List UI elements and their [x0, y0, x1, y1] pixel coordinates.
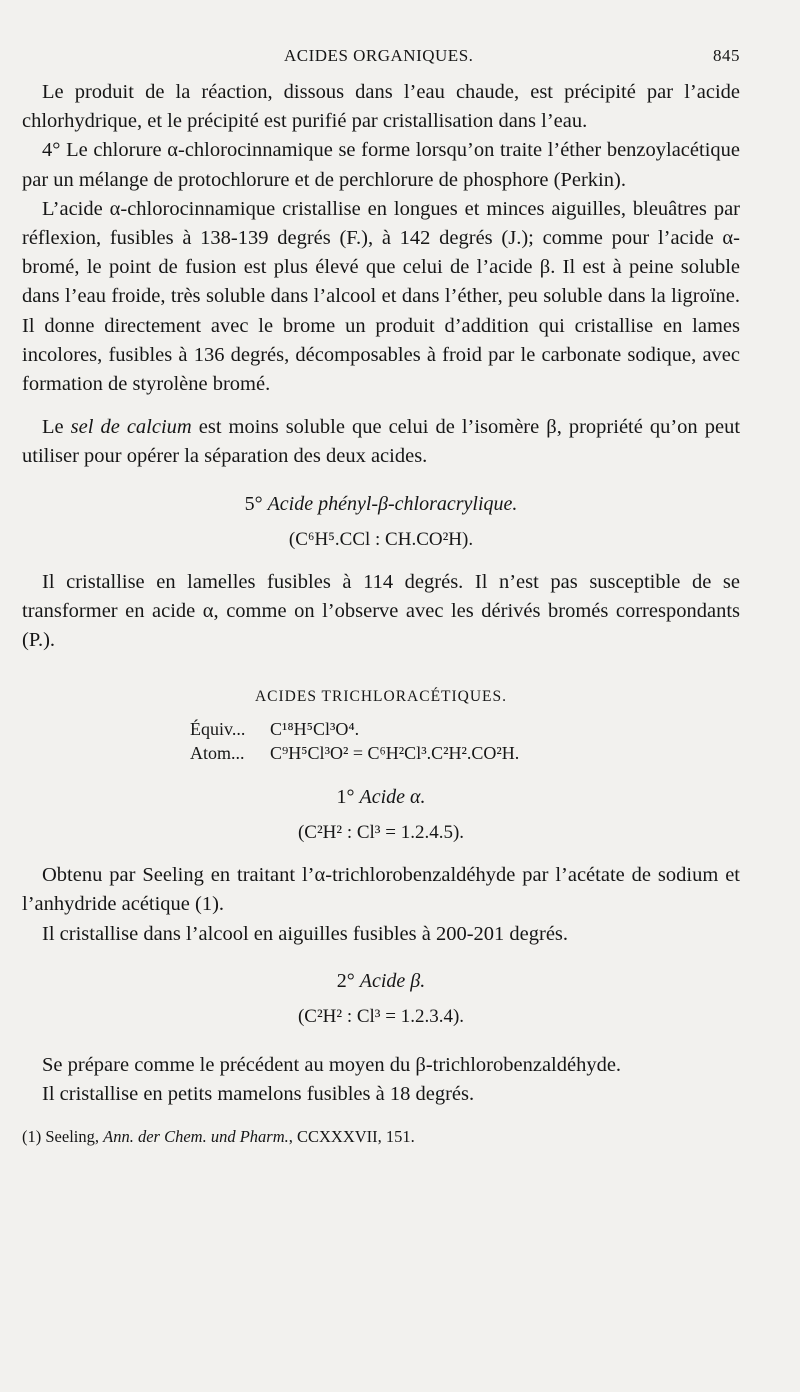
acid-beta-formula: (C²H² : Cl³ = 1.2.3.4).	[297, 1006, 465, 1028]
atom-value: C⁹H⁵Cl³O² = C⁶H²Cl³.C²H².CO²H.	[270, 742, 520, 763]
acid-alpha-formula: (C²H² : Cl³ = 1.2.4.5).	[297, 822, 465, 844]
text-segment: Le	[42, 416, 71, 439]
italic-term: sel de calcium	[70, 416, 192, 439]
section-number: 2°	[336, 969, 355, 992]
atom-label: Atom...	[190, 742, 245, 763]
atom-row	[190, 741, 740, 765]
equivalent-formulas	[190, 717, 740, 765]
footnote-ref: , CCXXXVII, 151.	[288, 1126, 415, 1146]
paragraph-obtenu-seeling: Obtenu par Seeling en traitant l’α-trichlorobenzaldéhyde par l’acétate de sodium et l’anhydride acétique (1).	[22, 864, 740, 916]
footnote-author: Seeling,	[45, 1126, 104, 1146]
acid-alpha-heading	[22, 783, 740, 812]
footnote-journal: Ann. der Chem. und Pharm.	[103, 1126, 289, 1146]
footnote	[22, 1122, 740, 1151]
page-number: 845	[713, 46, 740, 65]
section-title: Acide β.	[359, 969, 426, 992]
section-5-heading	[22, 490, 740, 519]
equiv-row	[190, 717, 740, 741]
section-5-formula: (C⁶H⁵.CCl : CH.CO²H).	[288, 528, 474, 550]
section-number: 1°	[336, 785, 355, 808]
section-title: Acide α.	[359, 785, 426, 808]
text-segment: est moins soluble que celui de l’isomère β, propriété qu’on peut utiliser pour opérer la séparation des deux acides.	[22, 416, 741, 468]
acid-beta-heading	[22, 967, 740, 996]
paragraph-cristallise-alcool: Il cristallise dans l’alcool en aiguilles fusibles à 200-201 degrés.	[42, 922, 569, 945]
paragraph-reaction-product: Le produit de la réaction, dissous dans l’eau chaude, est précipité par l’acide chlorhydrique, et le précipité est purifié par cristallisation dans l’eau.	[22, 81, 740, 133]
paragraph-sel-de-calcium	[22, 413, 740, 471]
trichloro-heading: ACIDES TRICHLORACÉTIQUES.	[254, 687, 508, 705]
footnote-marker: (1)	[22, 1126, 42, 1146]
equiv-value: C¹⁸H⁵Cl³O⁴.	[270, 718, 360, 739]
paragraph-lamelles: Il cristallise en lamelles fusibles à 114 degrés. Il n’est pas susceptible de se transformer en acide α, comme on l’observe avec les dérivés bromés correspondants (P.).	[22, 571, 740, 652]
paragraph-chlorure-alpha: 4° Le chlorure α-chlorocinnamique se forme lorsqu’on traite l’éther benzoylacétique par un mélange de protochlorure et de perchlorure de phosphore (Perkin).	[22, 139, 740, 191]
book-page	[22, 0, 740, 1392]
running-title: ACIDES ORGANIQUES.	[284, 46, 474, 65]
section-number: 5°	[244, 492, 263, 515]
paragraph-acide-alpha-chlorocinnamique: L’acide α-chlorocinnamique cristallise en longues et minces aiguilles, bleuâtres par réflexion, fusibles à 138-139 degrés (F.), à 142 degrés (J.); comme pour l’acide α-bromé, le point de fusion est plus élevé que celui de l’acide β. Il est à peine soluble dans l’eau froide, très soluble dans l’alcool et dans l’éther, peu soluble dans la ligroïne. Il donne directement avec le brome un produit d’addition qui cristallise en lames incolores, fusibles à 136 degrés, décomposables à froid par le carbonate sodique, avec formation de styrolène bromé.	[22, 197, 740, 396]
equiv-label: Équiv...	[190, 718, 246, 739]
paragraph-se-prepare: Se prépare comme le précédent au moyen du β-trichlorobenzaldéhyde.	[42, 1054, 622, 1077]
paragraph-petits-mamelons: Il cristallise en petits mamelons fusibles à 18 degrés.	[42, 1083, 475, 1106]
page-body	[22, 78, 740, 1151]
section-title: Acide phényl-β-chloracrylique.	[267, 492, 518, 515]
page-header	[22, 46, 740, 70]
